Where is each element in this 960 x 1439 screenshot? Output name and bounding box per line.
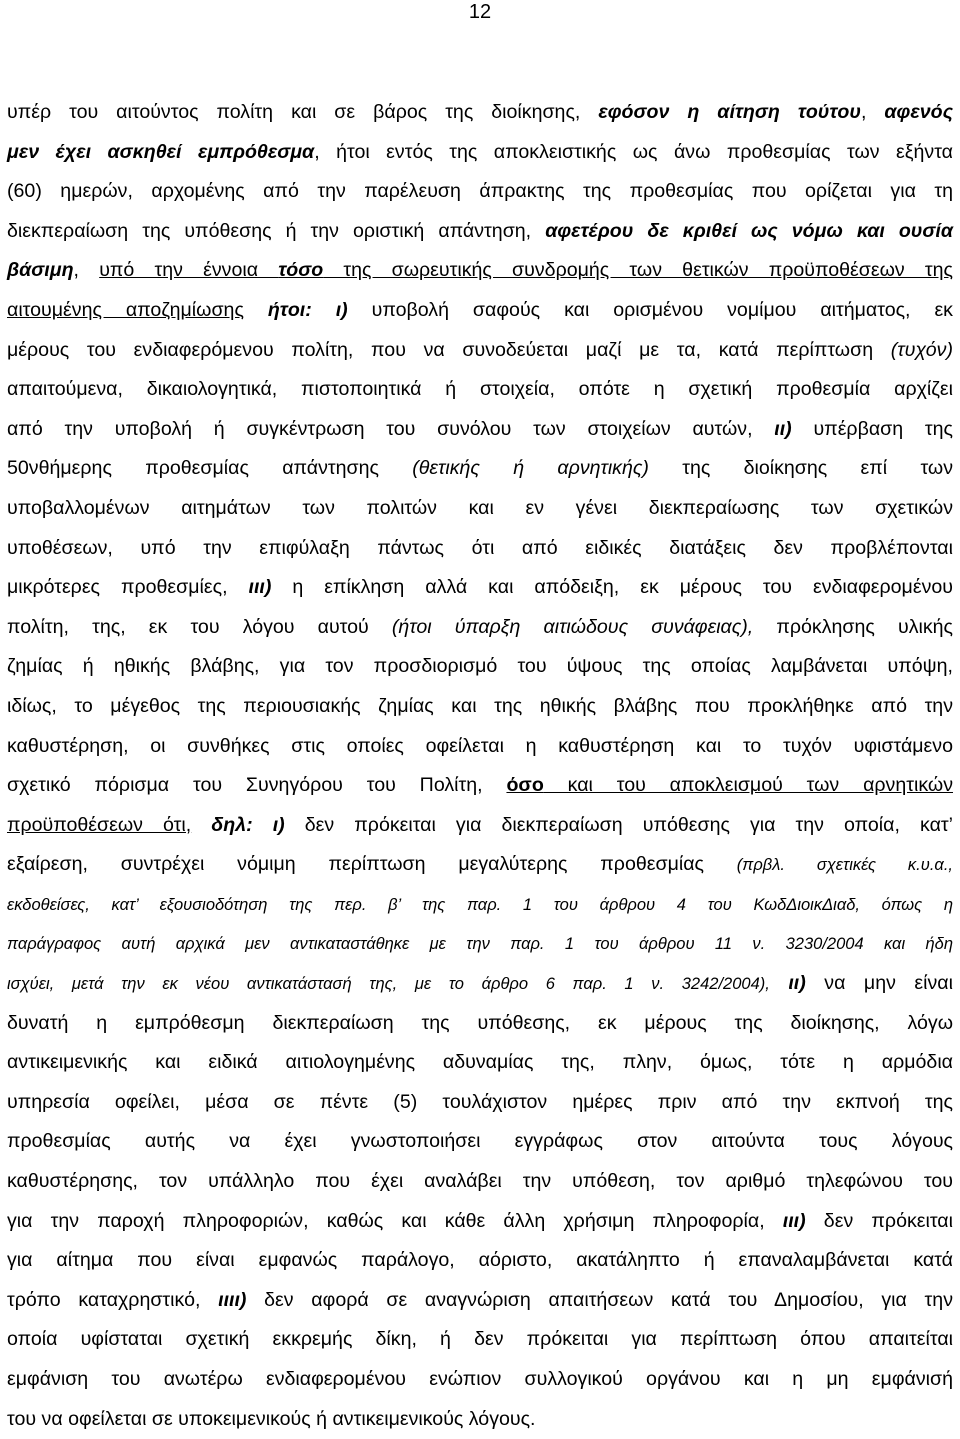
text-run: η επίκληση αλλά και απόδειξη, εκ μέρους του ενδιαφερομένου	[271, 576, 953, 599]
text-line	[7, 449, 953, 489]
text-run: της σωρευτικής συνδρομής των θετικών προϋποθέσεων της	[323, 259, 953, 282]
text-run: για αίτημα που είναι εμφανώς παράλογο, αόριστο, ακατάληπτο ή επαναλαμβάνεται κατά	[7, 1249, 953, 1272]
text-run: πολίτη, της, εκ του λόγου αυτού	[7, 615, 392, 638]
text-line	[7, 529, 953, 569]
text-run: (ήτοι ύπαρξη αιτιώδους συνάφειας),	[391, 615, 754, 638]
text-line	[7, 885, 953, 925]
text-run: δεν πρόκειται για διεκπεραίωση υπόθεσης για την οποία, κατ’	[284, 813, 953, 836]
text-line	[7, 331, 953, 371]
text-run: μέρους του ενδιαφερόμενου πολίτη, που να συνοδεύεται μαζί με τα, κατά περίπτωση	[7, 338, 891, 361]
text-run: ιι)	[774, 417, 792, 440]
text-run: δυνατή η εμπρόθεσμη διεκπεραίωση της υπόθεσης, εκ μέρους της διοίκησης, λόγω	[7, 1011, 953, 1034]
text-run: αφετέρου δε κριθεί ως νόμω και ουσία	[545, 219, 953, 242]
text-run: καθυστέρηση, οι συνθήκες στις οποίες οφείλεται η καθυστέρηση και το τυχόν υφιστάμενο	[7, 734, 953, 757]
text-line	[7, 489, 953, 529]
text-run: προθεσμίας αυτής να έχει γνωστοποιήσει εγγράφως στον αιτούντα τους λόγους	[7, 1130, 953, 1153]
text-run: ισχύει, μετά την εκ νέου αντικατάστασή της, με το άρθρο 6 παρ. 1 ν. 3242/2004),	[7, 975, 770, 994]
text-run: απαιτούμενα, δικαιολογητικά, πιστοποιητικά ή στοιχεία, οπότε η σχετική προθεσμία αρχίζει	[7, 378, 953, 401]
text-line	[7, 291, 953, 331]
text-run: ήτοι: ι)	[267, 298, 348, 321]
text-run: να μην είναι	[805, 972, 953, 995]
text-run: του να οφείλεται σε υποκειμενικούς ή αντικειμενικούς λόγους.	[7, 1407, 536, 1430]
text-run: ,	[73, 259, 100, 282]
text-line	[7, 845, 953, 885]
text-run: δηλ: ι)	[211, 813, 285, 836]
text-run: της διοίκησης επί των	[648, 457, 953, 480]
text-run: (60) ημερών, αρχομένης από την παρέλευση άπρακτης της προθεσμίας που ορίζεται για τη	[7, 180, 953, 203]
text-line	[7, 212, 953, 252]
text-run	[244, 299, 268, 321]
text-run: αφενός	[884, 101, 953, 123]
text-run: διεκπεραίωση της υπόθεσης ή την οριστική απάντηση,	[7, 219, 546, 242]
text-run: εξαίρεση, συντρέχει νόμιμη περίπτωση μεγαλύτερης προθεσμίας	[7, 853, 737, 876]
text-line	[7, 370, 953, 410]
text-line	[7, 687, 953, 727]
text-line	[7, 924, 953, 964]
text-line	[7, 93, 953, 133]
text-run: ,	[860, 101, 885, 123]
text-line	[7, 1320, 953, 1360]
text-run: ιιιι)	[218, 1288, 247, 1311]
text-run: υποβαλλομένων αιτημάτων των πολιτών και εν γένει διεκπεραίωσης των σχετικών	[7, 496, 953, 519]
text-run: πρόκλησης υλικής	[753, 615, 953, 638]
text-run: (πρβλ. σχετικές κ.υ.α.,	[736, 856, 953, 875]
text-run: όσο	[506, 774, 544, 797]
text-line	[7, 1083, 953, 1123]
text-run: δεν αφορά σε αναγνώριση απαιτήσεων κατά του Δημοσίου, για την	[246, 1288, 953, 1311]
text-run	[191, 814, 211, 836]
text-line	[7, 251, 953, 291]
text-run: ιδίως, το μέγεθος της περιουσιακής ζημίας και της ηθικής βλάβης που προκλήθηκε από την	[7, 694, 953, 717]
text-run: (θετικής ή αρνητικής)	[412, 457, 649, 480]
page-number: 12	[468, 1, 492, 23]
text-run	[770, 972, 789, 994]
text-line	[7, 1241, 953, 1281]
text-run: υπέρ του αιτούντος πολίτη και σε βάρος της διοίκησης,	[7, 101, 599, 123]
text-run: μεν έχει ασκηθεί εμπρόθεσμα	[7, 140, 315, 163]
text-line	[7, 172, 953, 212]
text-line	[7, 1360, 953, 1400]
text-run: υπό την έννοια	[99, 259, 279, 282]
text-run: εμφάνιση του ανωτέρω ενδιαφερομένου ενώπιον συλλογικού οργάνου και η μη εμφάνισή	[7, 1368, 953, 1390]
text-line	[7, 133, 953, 173]
text-run: αιτουμένης αποζημίωσης	[7, 298, 244, 321]
text-line	[7, 608, 953, 648]
text-line	[7, 727, 953, 767]
text-run: υποβολή σαφούς και ορισμένου νομίμου αιτήματος, εκ	[347, 298, 953, 321]
text-run: για την παροχή πληροφοριών, καθώς και κάθε άλλη χρήσιμη πληροφορία,	[7, 1209, 783, 1232]
text-run: βάσιμη	[7, 259, 74, 282]
text-run: τρόπο καταχρηστικό,	[7, 1288, 219, 1311]
text-line	[7, 766, 953, 806]
text-line	[7, 410, 953, 450]
text-line	[7, 1281, 953, 1321]
text-line	[7, 806, 953, 846]
text-run: , ήτοι εντός της αποκλειστικής ως άνω προθεσμίας των εξήντα	[314, 140, 954, 163]
text-run: μικρότερες προθεσμίες,	[7, 576, 249, 599]
text-run: τόσο	[278, 259, 324, 282]
text-run: οποία υφίσταται σχετική εκκρεμής δίκη, ή δεν πρόκειται για περίπτωση όπου απαιτείται	[7, 1328, 953, 1351]
text-line	[7, 1043, 953, 1083]
text-run: ιι)	[788, 972, 806, 995]
text-run: υπηρεσία οφείλει, μέσα σε πέντε (5) τουλάχιστον ημέρες πριν από την εκπνοή της	[7, 1090, 953, 1113]
text-run: δεν πρόκειται	[805, 1209, 953, 1232]
text-line	[7, 1122, 953, 1162]
text-run: ιιι)	[248, 576, 272, 599]
text-line	[7, 1004, 953, 1044]
text-run: υποθέσεων, υπό την επιφύλαξη πάντως ότι από ειδικές διατάξεις δεν προβλέπονται	[7, 536, 953, 559]
text-run: ζημίας ή ηθικής βλάβης, για τον προσδιορισμό του ύψους της οποίας λαμβάνεται υπόψη,	[7, 655, 953, 678]
text-line	[7, 964, 953, 1004]
text-run: υπέρβαση της	[791, 417, 953, 440]
text-run: καθυστέρησης, τον υπάλληλο που έχει αναλάβει την υπόθεση, τον αριθμό τηλεφώνου του	[7, 1170, 953, 1193]
text-run: εφόσον η αίτηση τούτου	[598, 101, 861, 123]
text-run: προϋποθέσεων ότι,	[7, 813, 192, 836]
text-run: ιιι)	[782, 1209, 806, 1232]
text-run: αντικειμενικής και ειδικά αιτιολογημένης αδυναμίας της, πλην, όμως, τότε η αρμόδια	[7, 1051, 953, 1074]
text-line	[7, 1162, 953, 1202]
text-line	[7, 1202, 953, 1242]
text-run: παράγραφος αυτή αρχικά μεν αντικαταστάθηκε με την παρ. 1 του άρθρου 11 ν. 3230/2004 και ήδη	[7, 935, 953, 954]
text-run: 50νθήμερης προθεσμίας απάντησης	[7, 457, 413, 480]
text-run: εκδοθείσες, κατ’ εξουσιοδότηση της περ. β’ της παρ. 1 του άρθρου 4 του ΚωδΔιοικΔιαδ, όπως η	[7, 895, 953, 914]
text-run: (τυχόν)	[890, 338, 953, 361]
text-line	[7, 1400, 953, 1439]
text-run: από την υποβολή ή συγκέντρωση του συνόλου των στοιχείων αυτών,	[7, 417, 775, 440]
text-line	[7, 647, 953, 687]
document-body	[7, 93, 953, 1439]
text-line	[7, 568, 953, 608]
text-run: σχετικό πόρισμα του Συνηγόρου του Πολίτη,	[7, 774, 507, 797]
text-run: και του αποκλεισμού των αρνητικών	[543, 774, 953, 797]
